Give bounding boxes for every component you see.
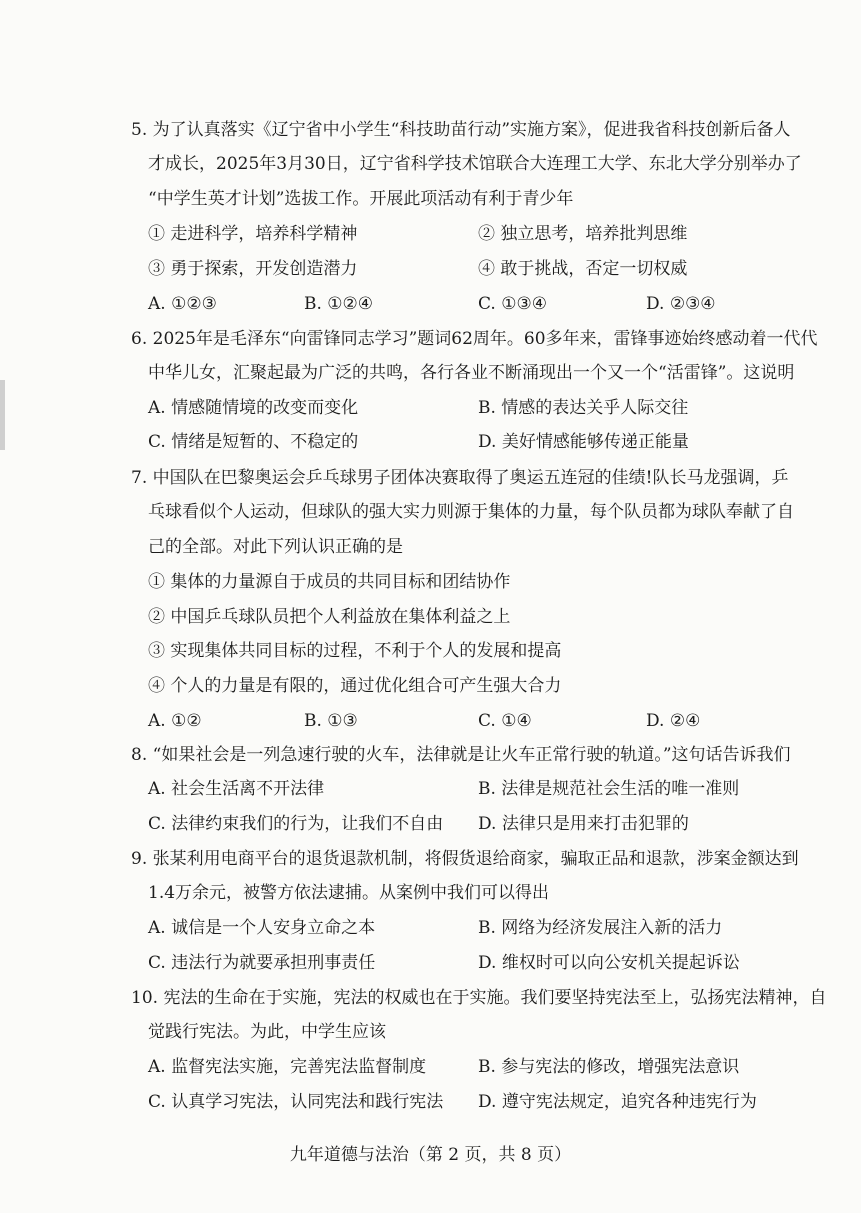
q5-choice-b: B. ①②④	[304, 294, 374, 314]
q7-stem-line-3: 己的全部。对此下列认识正确的是	[148, 537, 403, 557]
q7-choice-d: D. ②④	[646, 711, 701, 731]
q5-choice-a: A. ①②③	[148, 294, 217, 314]
q5-item-4: ④ 敢于挑战，否定一切权威	[478, 259, 688, 279]
q6-option-a: A. 情感随情境的改变而变化	[148, 398, 359, 418]
q5-choice-c: C. ①③④	[478, 294, 547, 314]
q7-item-2: ② 中国乒乓球队员把个人利益放在集体利益之上	[148, 607, 511, 627]
q5-stem-line-2: 才成长，2025年3月30日，辽宁省科学技术馆联合大连理工大学、东北大学分别举办了	[148, 154, 802, 174]
q5-item-2: ② 独立思考，培养批判思维	[478, 224, 688, 244]
q9-stem-line-1: 9. 张某利用电商平台的退货退款机制，将假货退给商家，骗取正品和退款，涉案金额达到	[131, 849, 799, 869]
q5-stem-line-3: “中学生英才计划”选拔工作。开展此项活动有利于青少年	[148, 189, 574, 209]
q10-option-a: A. 监督宪法实施，完善宪法监督制度	[148, 1057, 427, 1077]
q7-item-1: ① 集体的力量源自于成员的共同目标和团结协作	[148, 572, 511, 592]
q6-option-c: C. 情绪是短暂的、不稳定的	[148, 432, 359, 452]
q10-stem-line-2: 觉践行宪法。为此，中学生应该	[148, 1022, 386, 1042]
q7-choice-a: A. ①②	[148, 711, 202, 731]
q10-option-c: C. 认真学习宪法，认同宪法和践行宪法	[148, 1092, 444, 1112]
q6-stem-line-2: 中华儿女，汇聚起最为广泛的共鸣，各行各业不断涌现出一个又一个“活雷锋”。这说明	[148, 363, 795, 383]
q5-item-3: ③ 勇于探索，开发创造潜力	[148, 259, 358, 279]
q7-stem-line-2: 乓球看似个人运动，但球队的强大实力则源于集体的力量，每个队员都为球队奉献了自	[148, 502, 794, 522]
q5-item-1: ① 走进科学，培养科学精神	[148, 224, 358, 244]
q7-stem-line-1: 7. 中国队在巴黎奥运会乒乓球男子团体决赛取得了奥运五连冠的佳绩!队长马龙强调，乒	[131, 468, 789, 488]
q9-stem-line-2: 1.4万余元，被警方依法逮捕。从案例中我们可以得出	[148, 883, 550, 903]
page-footer: 九年道德与法治（第 2 页，共 8 页）	[289, 1145, 572, 1165]
q5-stem-line-1: 5. 为了认真落实《辽宁省中小学生“科技助苗行动”实施方案》，促进我省科技创新后备人	[131, 120, 791, 140]
q10-option-b: B. 参与宪法的修改，增强宪法意识	[478, 1057, 740, 1077]
q10-stem-line-1: 10. 宪法的生命在于实施，宪法的权威也在于实施。我们要坚持宪法至上，弘扬宪法精神，自	[131, 988, 827, 1008]
q8-option-b: B. 法律是规范社会生活的唯一准则	[478, 779, 740, 799]
q7-item-4: ④ 个人的力量是有限的，通过优化组合可产生强大合力	[148, 676, 562, 696]
q9-option-c: C. 违法行为就要承担刑事责任	[148, 953, 376, 973]
q6-option-b: B. 情感的表达关乎人际交往	[478, 398, 689, 418]
q6-stem-line-1: 6. 2025年是毛泽东“向雷锋同志学习”题词62周年。60多年来，雷锋事迹始终感动着一代代	[131, 329, 818, 349]
q5-choice-d: D. ②③④	[646, 294, 716, 314]
q7-choice-b: B. ①③	[304, 711, 358, 731]
q8-option-d: D. 法律只是用来打击犯罪的	[478, 814, 689, 834]
q8-option-c: C. 法律约束我们的行为，让我们不自由	[148, 814, 444, 834]
scan-edge-mark	[0, 380, 5, 450]
q9-option-b: B. 网络为经济发展注入新的活力	[478, 918, 723, 938]
q8-option-a: A. 社会生活离不开法律	[148, 779, 325, 799]
q9-option-d: D. 维权时可以向公安机关提起诉讼	[478, 953, 740, 973]
q7-choice-c: C. ①④	[478, 711, 532, 731]
q8-stem-line-1: 8. “如果社会是一列急速行驶的火车，法律就是让火车正常行驶的轨道。”这句话告诉我们	[131, 745, 791, 765]
q10-option-d: D. 遵守宪法规定，追究各种违宪行为	[478, 1092, 757, 1112]
q6-option-d: D. 美好情感能够传递正能量	[478, 432, 689, 452]
q7-item-3: ③ 实现集体共同目标的过程，不利于个人的发展和提高	[148, 641, 562, 661]
q9-option-a: A. 诚信是一个人安身立命之本	[148, 918, 376, 938]
